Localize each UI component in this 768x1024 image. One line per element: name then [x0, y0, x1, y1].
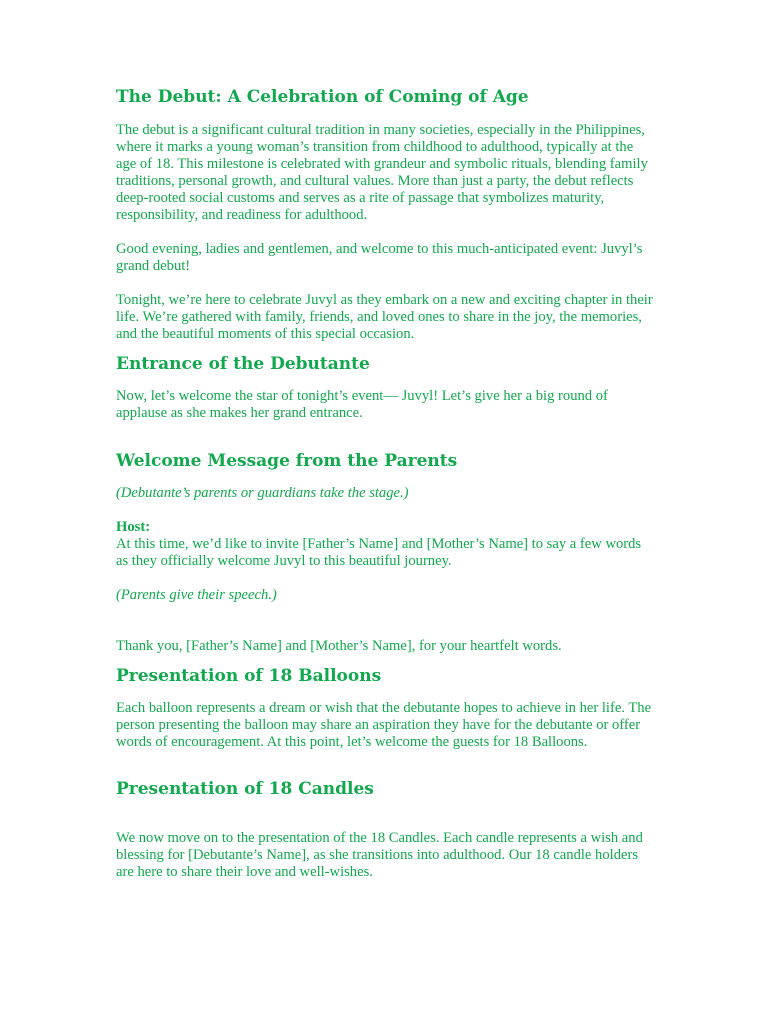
host-text: At this time, we’d like to invite [Father’s Name] and [Mother’s Name] to say a few words as they officially welcome Juvyl to this beautiful journey. — [116, 536, 642, 569]
section-heading-entrance: Entrance of the Debutante — [116, 354, 370, 374]
document-page — [116, 84, 656, 881]
stage-direction-speech: (Parents give their speech.) — [116, 587, 277, 603]
section-heading-balloons: Presentation of 18 Balloons — [116, 666, 382, 686]
candles-paragraph: We now move on to the presentation of the 18 Candles. Each candle represents a wish and blessing for [Debutante’s Name], as she transitions into adulthood. Our 18 candle holders are here to share their love and well-wishes. — [116, 830, 643, 880]
thanks-paragraph: Thank you, [Father’s Name] and [Mother’s Name], for your heartfelt words. — [116, 638, 562, 654]
tonight-paragraph: Tonight, we’re here to celebrate Juvyl as they embark on a new and exciting chapter in their life. We’re gathered with family, friends, and loved ones to share in the joy, the memories, and the beautiful moments of this special occasion. — [116, 292, 653, 342]
stage-direction-parents: (Debutante’s parents or guardians take the stage.) — [116, 485, 409, 501]
entrance-paragraph: Now, let’s welcome the star of tonight’s event— Juvyl! Let’s give her a big round of applause as she makes her grand entrance. — [116, 388, 608, 421]
host-block — [116, 519, 656, 570]
intro-paragraph: The debut is a significant cultural tradition in many societies, especially in the Philippines, where it marks a young woman’s transition from childhood to adulthood, typically at the age of 18. This milestone is celebrated with grandeur and symbolic rituals, blending family traditions, personal growth, and cultural values. More than just a party, the debut reflects deep-rooted social customs and serves as a rite of passage that symbolizes maturity, responsibility, and readiness for adulthood. — [116, 122, 648, 223]
balloons-paragraph: Each balloon represents a dream or wish that the debutante hopes to achieve in her life. The person presenting the balloon may share an aspiration they have for the debutante or offer words of encouragement. At this point, let’s welcome the guests for 18 Balloons. — [116, 700, 652, 750]
host-label: Host: — [116, 519, 151, 535]
section-heading-parents: Welcome Message from the Parents — [116, 451, 458, 471]
greeting-paragraph: Good evening, ladies and gentlemen, and welcome to this much-anticipated event: Juvyl’s grand debut! — [116, 241, 643, 274]
document-title: The Debut: A Celebration of Coming of Age — [116, 87, 529, 107]
section-heading-candles: Presentation of 18 Candles — [116, 779, 374, 799]
